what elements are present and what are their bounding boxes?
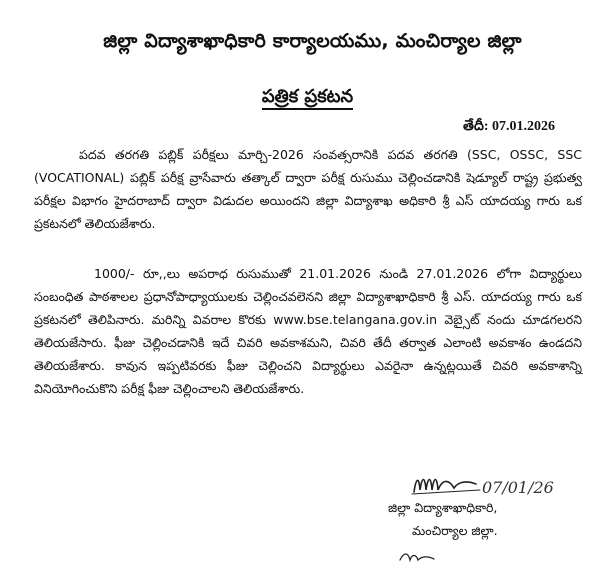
body-paragraph-1: పదవ తరగతి పబ్లిక్ పరీక్షలు మార్చి-2026 సంవత్సరానికి పదవ తరగతి (SSC, OSSC, SSC (VOCATIONAL) పబ్లిక్ పరీక్ష వ్రాసేవారు తత్కాల్ ద్వారా పరీక్ష రుసుము చెల్లించడానికి షెడ్యూల్ రాష్ట్ర ప్రభుత్వ పరీక్షల విభాగం హైదరాబాద్ ద్వారా విడుదల అయిందని జిల్లా విద్యాశాఖ అధికారి శ్రీ ఎస్ యాదయ్య గారు ఒక ప్రకటనలో తెలియజేశారు. — [34, 147, 582, 231]
body-paragraph-2: 1000/- రూ,,లు అపరాధ రుసుముతో 21.01.2026 నుండి 27.01.2026 లోగా విద్యార్థులు సంబంధిత పాఠశాలల ప్రధానోపాధ్యాయులకు చెల్లించవలెనని జిల్లా విద్యాశాఖాధికారి శ్రీ ఎస్. యాదయ్య గారు ఒక ప్రకటనలో తెలిపినారు. మరిన్ని వివరాల కొరకు www.bse.telangana.gov.in వెబ్సైట్ నందు చూడగలరని తెలియజేసారు. ఫీజు చెల్లించడానికి ఇదే చివరి అవకాశమని, చివరి తేదీ తర్వాత ఎలాంటి అవకాశం ఉండదని తెలియజేశారు. కావున ఇప్పటివరకు ఫీజు చెల్లించని విద్యార్థులు ఎవరైనా ఉన్నట్లయితే చివరి అవకాశాన్ని వినియోగించుకొని పరీక్ష ఫీజు చెల్లించాలని తెలియజేశారు. — [34, 266, 582, 396]
signatory-district: మంచిర్యాల జిల్లా. — [412, 523, 498, 538]
release-date: తేదీ: 07.01.2026 — [463, 119, 555, 134]
signature-date: 07/01/26 — [482, 478, 554, 497]
signatory-designation: జిల్లా విద్యాశాఖాధికారి, — [388, 500, 498, 515]
press-release-heading-text: పత్రిక ప్రకటన — [262, 86, 353, 110]
press-release-heading — [0, 86, 615, 111]
handwritten-signature — [410, 470, 490, 500]
signature-block — [372, 470, 592, 570]
office-title: జిల్లా విద్యాశాఖాధికారి కార్యాలయము, మంచిర్యాల జిల్లా — [103, 30, 522, 52]
handwritten-initials — [398, 550, 438, 566]
